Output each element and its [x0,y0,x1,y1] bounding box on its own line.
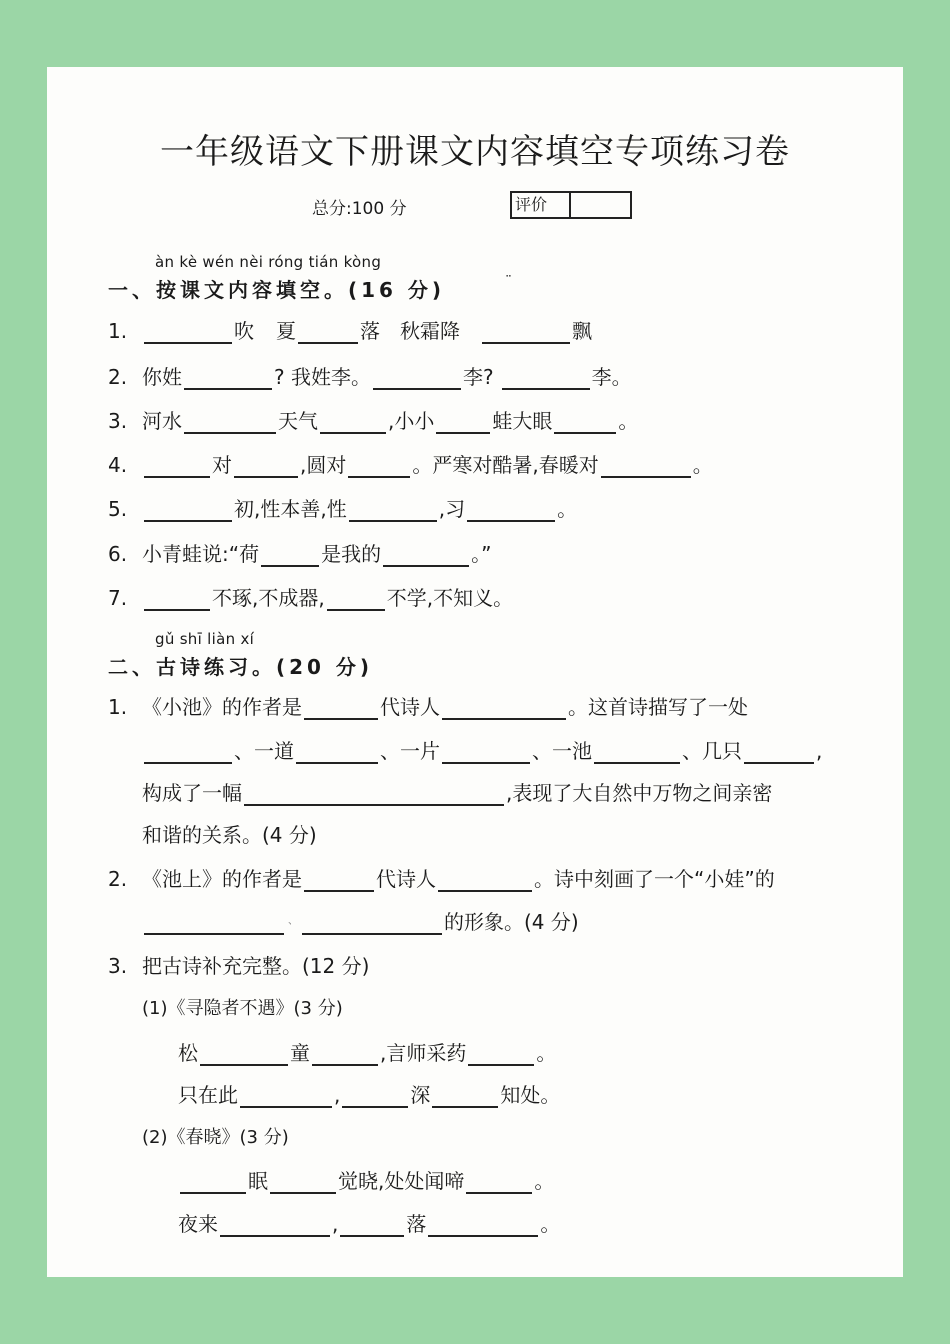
item-text: 觉晓,处处闻啼 [338,1169,465,1193]
blank[interactable] [184,412,276,434]
item-text: 。 [536,1041,557,1065]
item-text: 是我的 [321,542,382,566]
blank[interactable] [304,870,374,892]
blank[interactable] [744,742,814,764]
item-number: 2. [108,867,128,891]
section2-heading: 二、古诗练习。(20 分) [108,655,374,679]
item-text: 不琢,不成器, [212,586,325,610]
poem1-title [142,996,343,1022]
poem2-line1 [178,1168,554,1194]
item-text: , [332,1212,339,1236]
blank[interactable] [442,698,566,720]
blank[interactable] [240,1086,332,1108]
item-text: 落 [360,319,380,343]
item-text: 、一片 [380,739,440,763]
item-text: 的形象。(4 分) [444,910,579,934]
s2-q1-line4 [142,822,317,848]
item-number: 3. [108,409,128,433]
item-text: 把古诗补充完整。(12 分) [142,954,370,978]
section2-pinyin: gǔ shī liàn xí [155,630,255,648]
item-number: 2. [108,365,128,389]
blank[interactable] [373,368,461,390]
blank[interactable] [234,456,298,478]
item-text: 。 [692,453,713,477]
item-text: 天气 [278,409,318,433]
blank[interactable] [270,1172,336,1194]
blank[interactable] [467,500,555,522]
blank[interactable] [502,368,590,390]
blank[interactable] [601,456,691,478]
item-text: 秋霜降 [400,319,460,343]
blank[interactable] [312,1044,378,1066]
evaluation-field[interactable] [571,193,630,217]
blank[interactable] [438,870,532,892]
total-score: 总分:100 分 [312,199,407,219]
blank[interactable] [184,368,272,390]
poem1-line2 [178,1082,560,1108]
item-text: 。” [471,542,492,566]
section1-heading: 一、按课文内容填空。(16 分) [108,278,446,302]
item-text: 夏 [276,319,296,343]
blank[interactable] [302,913,442,935]
item-text: 、一池 [532,739,592,763]
item-text: 初,性本善,性 [234,497,347,521]
item-text: 、几只 [682,739,742,763]
item-text: 你姓 [142,365,182,389]
item-text: 小青蛙说:“荷 [142,542,260,566]
item-text: 。这首诗描写了一处 [568,695,748,719]
item-text: 夜来 [178,1212,218,1236]
item-text: 河水 [142,409,182,433]
item-text: 。 [557,497,578,521]
item-text: 不学,不知义。 [386,586,514,610]
s2-q3-line [108,953,369,979]
item-text: 代诗人 [376,867,436,891]
item-text: ,言师采药 [380,1041,467,1065]
item-text: ? 我姓李。 [274,365,371,389]
blank[interactable] [220,1215,330,1237]
item-number: 3. [108,954,128,978]
item-text: 《小池》的作者是 [142,695,302,719]
blank[interactable] [554,412,616,434]
blank[interactable] [144,456,210,478]
blank[interactable] [594,742,680,764]
item-text: 。 [540,1212,561,1236]
blank[interactable] [144,742,232,764]
item-text: ,圆对 [300,453,347,477]
blank[interactable] [442,742,530,764]
poem2-line2 [178,1211,560,1237]
item-number: 7. [108,586,128,610]
item-text: 。 [618,409,639,433]
blank[interactable] [482,322,570,344]
item-number: 4. [108,453,128,477]
item-text: 只在此 [178,1083,238,1107]
blank[interactable] [432,1086,498,1108]
blank[interactable] [144,500,232,522]
blank[interactable] [320,412,386,434]
item-text: 。诗中刻画了一个“小娃”的 [534,867,775,891]
section1-mark: ¨ [505,274,512,290]
item-text: 构成了一幅 [142,781,242,805]
item-text: (1)《寻隐者不遇》(3 分) [142,998,343,1019]
item-text: 蛙大眼 [492,409,553,433]
item-text: 和谐的关系。(4 分) [142,823,317,847]
s1-item-3 [108,408,638,434]
item-text: , [816,739,823,763]
item-text: 松 [178,1041,198,1065]
item-text: 。严寒对酷暑,春暖对 [412,453,599,477]
blank[interactable] [180,1172,246,1194]
blank[interactable] [144,913,284,935]
item-text: 代诗人 [380,695,440,719]
blank[interactable] [466,1172,532,1194]
item-text: 李? [462,365,494,389]
item-text: (2)《春晓》(3 分) [142,1127,289,1148]
blank[interactable] [298,322,358,344]
blank[interactable] [428,1215,538,1237]
item-text: 、一道 [234,739,294,763]
item-text: 深 [410,1083,431,1107]
section1-pinyin: àn kè wén nèi róng tián kòng [155,253,382,271]
s1-item-7 [108,585,513,611]
item-text: 吹 [234,319,254,343]
blank[interactable] [383,545,469,567]
s2-q1-line3 [142,780,772,806]
blank[interactable] [436,412,490,434]
s1-item-2 [108,364,632,390]
item-text: 飘 [572,319,592,343]
item-text: 李。 [591,365,632,389]
item-text: 落 [406,1212,427,1236]
item-text: , [334,1083,341,1107]
blank[interactable] [144,322,232,344]
item-text: 。 [534,1169,555,1193]
s2-q1-line2 [142,738,822,764]
blank[interactable] [342,1086,408,1108]
blank[interactable] [200,1044,288,1066]
item-number: 5. [108,497,128,521]
blank[interactable] [349,500,437,522]
poem2-title [142,1125,289,1151]
blank[interactable] [348,456,410,478]
blank[interactable] [261,545,319,567]
item-text: ,小小 [388,409,435,433]
item-text: 知处。 [500,1083,561,1107]
s2-q1-line1 [108,694,748,720]
item-number: 6. [108,542,128,566]
s1-item-6 [108,541,491,567]
blank[interactable] [327,589,385,611]
page-title: 一年级语文下册课文内容填空专项练习卷 [160,132,790,172]
blank[interactable] [304,698,378,720]
item-text: 对 [212,453,232,477]
item-text: 、 [288,916,298,927]
blank[interactable] [144,589,210,611]
item-text: 童 [290,1041,310,1065]
s1-item-1 [108,318,592,344]
blank[interactable] [296,742,378,764]
evaluation-label: 评价 [512,193,571,217]
blank[interactable] [244,784,504,806]
item-number: 1. [108,695,128,719]
item-number: 1. [108,319,128,343]
s2-q2-line2 [142,909,579,935]
item-text: 眠 [248,1169,268,1193]
blank[interactable] [340,1215,404,1237]
s1-item-4 [108,452,713,478]
poem1-line1 [178,1040,556,1066]
s2-q2-line1 [108,866,775,892]
item-text: 《池上》的作者是 [142,867,302,891]
s1-item-5 [108,496,577,522]
item-text: ,表现了大自然中万物之间亲密 [506,781,773,805]
item-text: ,习 [438,497,466,521]
evaluation-box [510,191,632,219]
blank[interactable] [468,1044,534,1066]
